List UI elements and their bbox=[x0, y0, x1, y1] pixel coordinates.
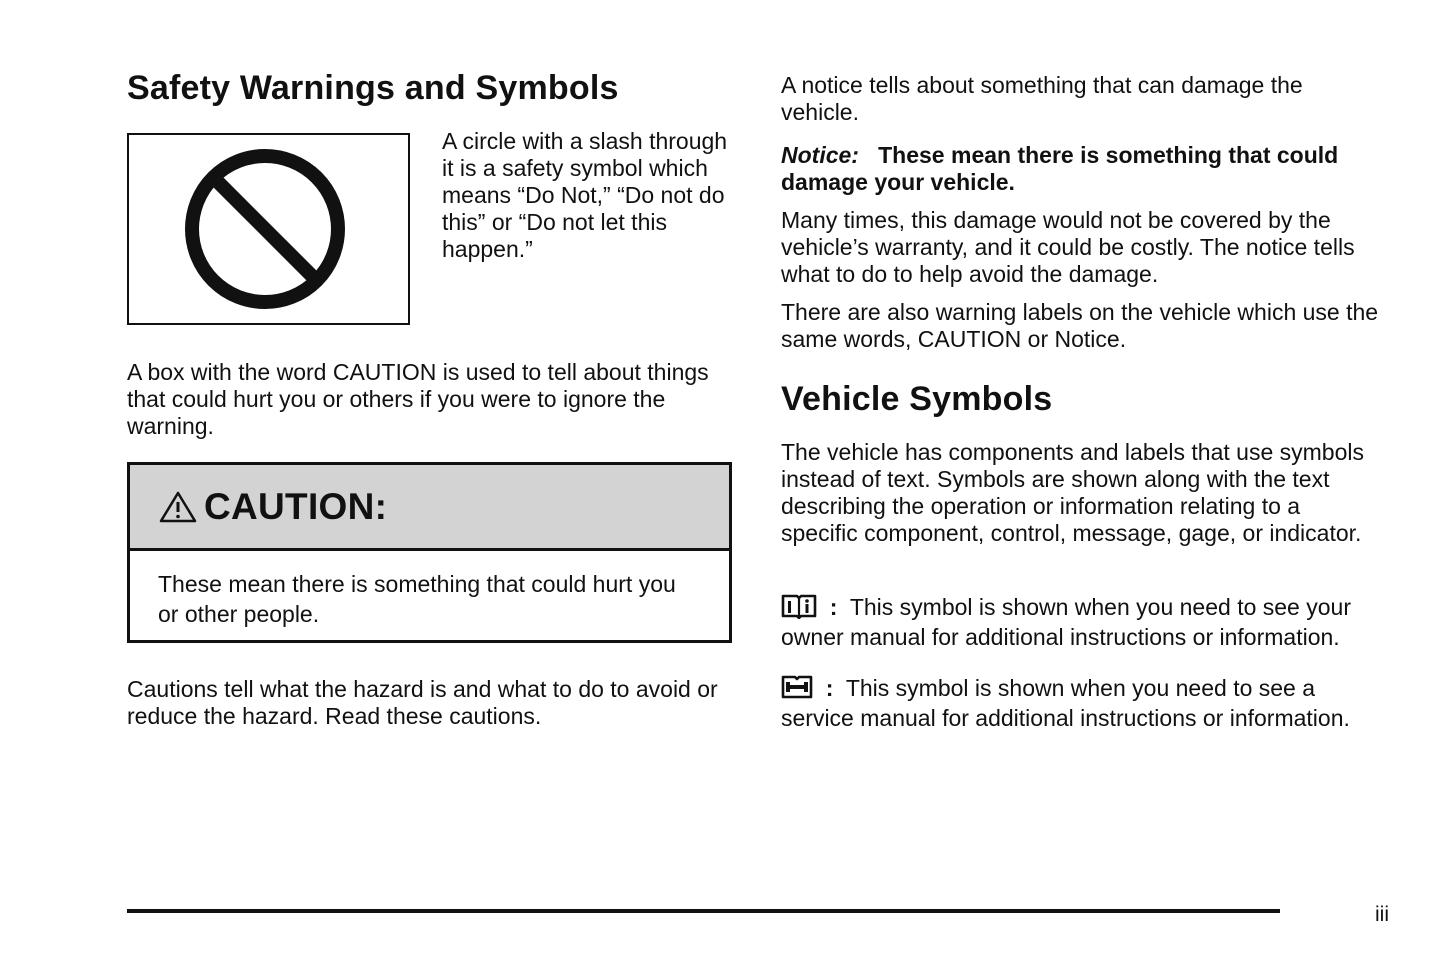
owner-manual-text: This symbol is shown when you need to see your owner manual for additional instructions or information. bbox=[781, 594, 1351, 650]
caution-title: CAUTION: bbox=[204, 485, 388, 527]
caution-box bbox=[127, 462, 732, 643]
damage-text: Many times, this damage would not be covered by the vehicle’s warranty, and it could be costly. The notice tells what to do to help avoid the damage. bbox=[781, 207, 1355, 287]
warning-triangle-icon bbox=[158, 490, 198, 524]
service-manual-symbol-line: : This symbol is shown when you need to see a service manual for additional instructions or information. bbox=[781, 675, 1350, 731]
caution-header bbox=[130, 465, 729, 551]
footer-rule bbox=[127, 909, 1280, 913]
caution-intro-text: A box with the word CAUTION is used to tell about things that could hurt you or others if you were to ignore the warning. bbox=[127, 359, 709, 439]
page-title: Safety Warnings and Symbols bbox=[127, 69, 619, 107]
no-symbol-icon bbox=[129, 135, 408, 323]
notice-statement bbox=[781, 142, 1381, 196]
symbol-caption: A circle with a slash through it is a safety symbol which means “Do Not,” “Do not do this” or “Do not let this happen.” bbox=[442, 128, 728, 262]
notice-intro-text: A notice tells about something that can damage the vehicle. bbox=[781, 72, 1303, 125]
owner-manual-symbol-line: : This symbol is shown when you need to see your owner manual for additional instructions or information. bbox=[781, 594, 1351, 650]
page-number: iii bbox=[1375, 903, 1389, 926]
prohibition-symbol-box bbox=[127, 133, 410, 325]
caution-body: These mean there is something that could hurt you or other people. bbox=[158, 571, 676, 627]
owner-manual-book-icon bbox=[781, 593, 817, 619]
vehicle-symbols-heading: Vehicle Symbols bbox=[781, 380, 1053, 418]
warning-labels-text: There are also warning labels on the vehicle which use the same words, CAUTION or Notice. bbox=[781, 299, 1379, 352]
service-manual-wrench-icon bbox=[781, 674, 813, 700]
notice-text: These mean there is something that could damage your vehicle. bbox=[781, 142, 1339, 195]
service-manual-text: This symbol is shown when you need to see a service manual for additional instructions or information. bbox=[781, 675, 1350, 731]
cautions-text: Cautions tell what the hazard is and what to do to avoid or reduce the hazard. Read these cautions. bbox=[127, 676, 718, 729]
notice-label: Notice: bbox=[781, 142, 859, 168]
vehicle-symbols-text: The vehicle has components and labels that use symbols instead of text. Symbols are shown along with the text describing the operation or information relating to a specific component, control, message, gage, or indicator. bbox=[781, 439, 1364, 546]
